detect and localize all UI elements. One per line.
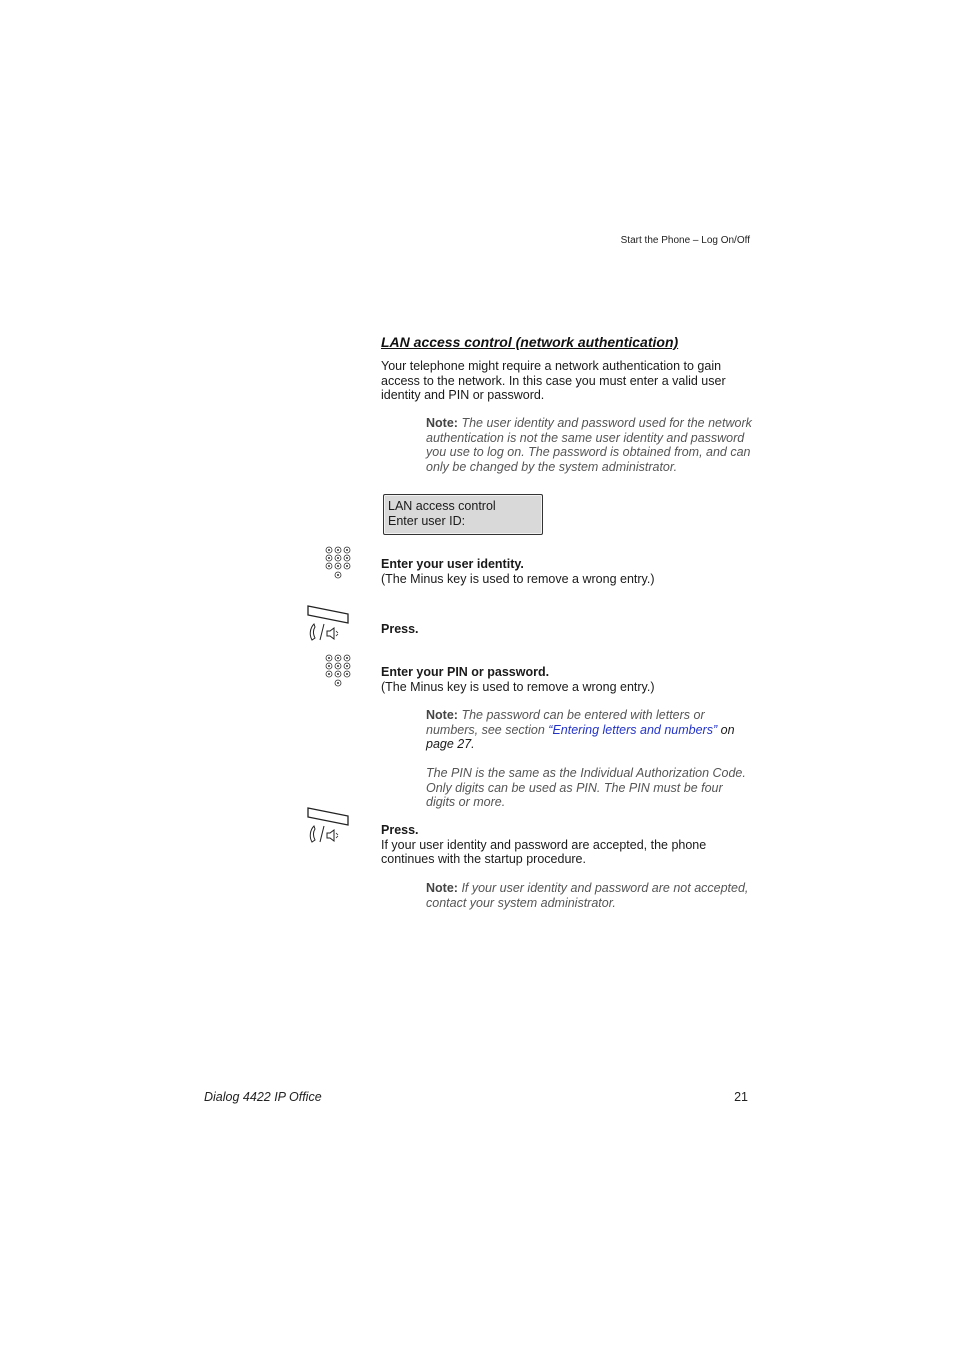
note-not-accepted: [426, 881, 752, 910]
note-paragraph-1: [426, 708, 752, 752]
step-title: Enter your PIN or password.: [381, 665, 550, 679]
note-label: Note:: [426, 881, 458, 895]
note-label: Note:: [426, 416, 458, 430]
note-label: Note:: [426, 708, 458, 722]
page-number: 21: [734, 1090, 748, 1104]
footer-product: Dialog 4422 IP Office: [204, 1090, 322, 1104]
handset-speaker-key-icon: [305, 604, 351, 644]
display-line-1: LAN access control: [388, 499, 496, 513]
display-line-2: Enter user ID:: [388, 514, 466, 528]
step-title: Enter your user identity.: [381, 557, 524, 571]
step-detail: (The Minus key is used to remove a wrong entry.): [381, 679, 655, 694]
step-detail: If your user identity and password are accepted, the phone continues with the startup procedure.: [381, 837, 707, 866]
step-enter-user-id: [381, 557, 751, 586]
running-header: Start the Phone – Log On/Off: [620, 235, 750, 246]
step-enter-pin: [381, 665, 751, 694]
note-text: The password can be entered with letters or numbers, see section: [426, 708, 705, 737]
cross-reference-link[interactable]: “Entering letters and numbers”: [548, 722, 718, 737]
section-title: LAN access control (network authentication): [381, 334, 679, 350]
step-press-2: [381, 823, 751, 867]
step-detail: (The Minus key is used to remove a wrong entry.): [381, 571, 655, 586]
note-network-auth: [426, 416, 752, 474]
keypad-icon: [325, 654, 351, 690]
note-text: If your user identity and password are not accepted, contact your system administrator.: [426, 881, 749, 910]
note-text-after: on page 27.: [426, 722, 735, 751]
step-press-1: Press.: [381, 622, 419, 636]
phone-display: [383, 494, 543, 535]
handset-speaker-key-icon: [305, 806, 351, 846]
intro-paragraph: Your telephone might require a network authentication to gain access to the network. In this case you must enter a valid user identity and PIN or password.: [381, 359, 726, 402]
step-title: Press.: [381, 823, 419, 837]
note-password: [426, 708, 752, 810]
note-paragraph-2: The PIN is the same as the Individual Authorization Code. Only digits can be used as PIN. The PIN must be four digits or more.: [426, 766, 746, 809]
keypad-icon: [325, 546, 351, 582]
note-text: The user identity and password used for the network authentication is not the same user identity and password you use to log on. The password is obtained from, and can only be changed by the system administrator.: [426, 416, 752, 474]
